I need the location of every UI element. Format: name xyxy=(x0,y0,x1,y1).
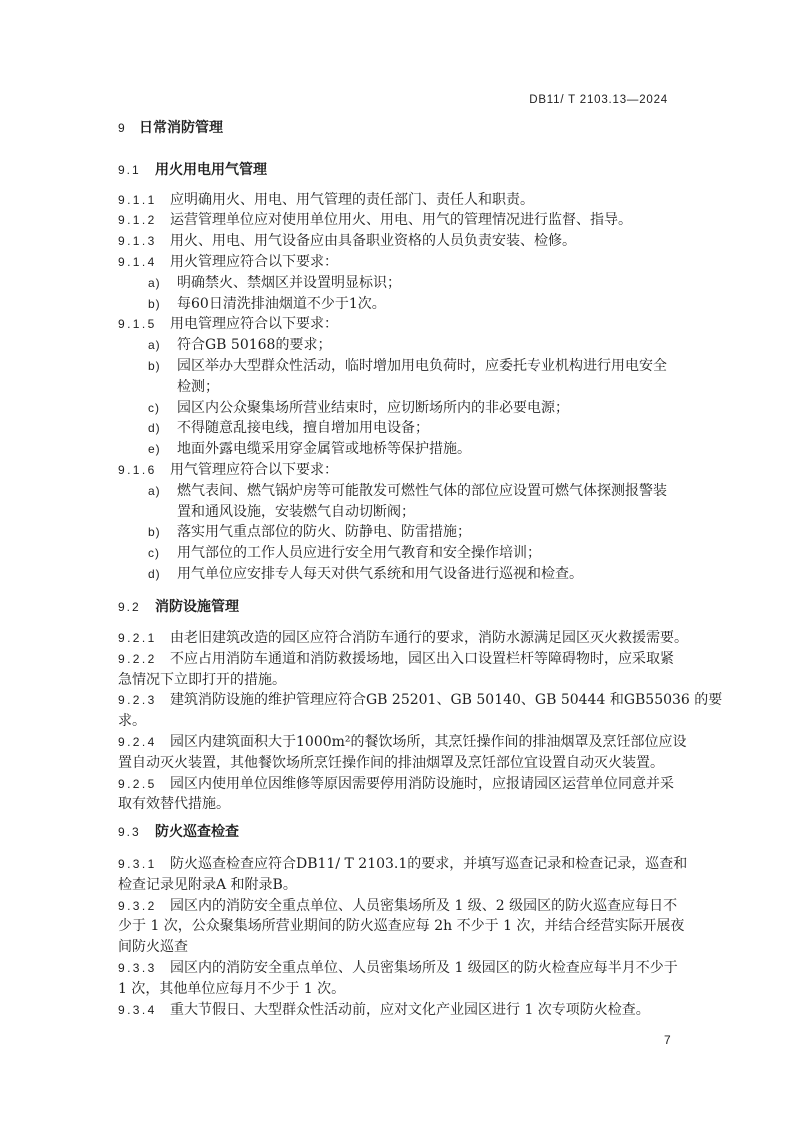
list-item-label: c) xyxy=(148,400,160,415)
chapter-heading xyxy=(118,118,718,138)
clause-text: 园区内使用单位因维修等原因需要停用消防设施时，应报请园区运营单位同意并采 取有效替代措施。 xyxy=(118,775,674,813)
clause-9-3-1 xyxy=(118,854,718,896)
section-title: 消防设施管理 xyxy=(155,599,239,615)
list-item-text: 明确禁火、禁烟区并设置明显标识； xyxy=(177,274,401,291)
list-item-text: 用气单位应安排专人每天对供气系统和用气设备进行巡视和检查。 xyxy=(177,565,583,582)
list-item xyxy=(118,439,718,460)
clause-9-1-3 xyxy=(118,231,718,252)
list-item xyxy=(118,418,718,439)
clause-9-1-6 xyxy=(118,460,718,481)
clause-9-1-2 xyxy=(118,210,718,231)
clause-text: 园区内的消防安全重点单位、人员密集场所及 1 级园区的防火检查应每半月不少于 1 次，其他单位应每月不少于 1 次。 xyxy=(118,959,678,997)
clause-9-1-5 xyxy=(118,314,718,335)
list-item-label: a) xyxy=(148,338,161,353)
clause-number: 9.2.1 xyxy=(118,631,157,645)
clause-number: 9.1.1 xyxy=(118,192,157,207)
clause-text: 防火巡查检查应符合DB11/ T 2103.1的要求，并填写巡查记录和检查记录，巡查和 检查记录见附录A 和附录B。 xyxy=(118,856,688,893)
list-item-label: b) xyxy=(148,358,161,373)
section-body-9-1 xyxy=(118,190,718,585)
clause-text: 用电管理应符合以下要求： xyxy=(170,316,338,333)
list-item-label: b) xyxy=(148,525,161,540)
list-item-text: 不得随意乱接电线，擅自增加用电设备； xyxy=(177,420,429,437)
section-body-9-2 xyxy=(118,628,723,815)
list-item-text: 园区举办大型群众性活动，临时增加用电负荷时，应委托专业机构进行用电安全 检测； xyxy=(177,357,667,395)
list-item-text: 落实用气重点部位的防火、防静电、防雷措施； xyxy=(177,524,471,541)
list-item-label: a) xyxy=(148,483,161,498)
section-heading-9-2 xyxy=(118,597,718,617)
list-item-text: 地面外露电缆采用穿金属管或地桥等保护措施。 xyxy=(177,441,471,458)
list-item xyxy=(118,481,718,523)
clause-number: 9.2.4 xyxy=(118,734,157,749)
section-number: 9.2 xyxy=(118,600,141,614)
list-item-text: 每60日清洗排油烟道不少于1次。 xyxy=(177,295,386,312)
clause-number: 9.3.2 xyxy=(118,898,157,913)
clause-9-2-2 xyxy=(118,649,718,691)
list-item xyxy=(118,335,718,356)
clause-number: 9.1.5 xyxy=(118,317,157,332)
list-item-label: b) xyxy=(148,296,161,311)
list-item xyxy=(118,294,718,315)
section-number: 9.1 xyxy=(118,163,141,177)
document-code-header: DB11/ T 2103.13—2024 xyxy=(529,94,668,106)
list-item xyxy=(118,398,718,419)
clause-text: 用火、用电、用气设备应由具备职业资格的人员负责安装、检修。 xyxy=(170,233,576,250)
list-item-label: c) xyxy=(148,546,160,561)
list-item xyxy=(118,543,718,564)
clause-9-2-4 xyxy=(118,732,718,774)
clause-text: 用气管理应符合以下要求： xyxy=(170,461,338,478)
list-item xyxy=(118,356,718,398)
list-item-label: a) xyxy=(148,275,161,290)
clause-9-2-1 xyxy=(118,628,718,649)
clause-number: 9.1.2 xyxy=(118,213,157,228)
clause-text: 建筑消防设施的维护管理应符合GB 25201、GB 50140、GB 50444 和GB55036 的要 求。 xyxy=(118,692,723,730)
list-item-label: e) xyxy=(148,442,161,457)
clause-text: 由老旧建筑改造的园区应符合消防车通行的要求，消防水源满足园区灭火救援需要。 xyxy=(170,630,688,646)
clause-number: 9.1.4 xyxy=(118,254,157,269)
section-title: 用火用电用气管理 xyxy=(155,162,267,178)
page-number: 7 xyxy=(664,1033,671,1047)
section-body-9-3 xyxy=(118,854,718,1020)
clause-number: 9.3.1 xyxy=(118,857,157,871)
list-item-text: 燃气表间、燃气锅炉房等可能散发可燃性气体的部位应设置可燃气体探测报警装 置和通风设施，安装燃气自动切断阀； xyxy=(177,482,667,520)
section-heading-9-1 xyxy=(118,160,718,180)
clause-number: 9.1.3 xyxy=(118,234,157,249)
clause-9-1-1 xyxy=(118,190,718,211)
clause-9-1-4 xyxy=(118,252,718,273)
clause-text: 应明确用火、用电、用气管理的责任部门、责任人和职责。 xyxy=(170,191,534,208)
clause-number: 9.2.2 xyxy=(118,651,157,666)
list-item-text: 园区内公众聚集场所营业结束时，应切断场所内的非必要电源； xyxy=(177,399,569,416)
clause-text: 用火管理应符合以下要求： xyxy=(170,253,338,270)
clause-text: 运营管理单位应对使用单位用火、用电、用气的管理情况进行监督、指导。 xyxy=(170,212,632,229)
clause-number: 9.3.4 xyxy=(118,1002,157,1017)
clause-9-3-4 xyxy=(118,1000,718,1021)
clause-text: 重大节假日、大型群众性活动前，应对文化产业园区进行 1 次专项防火检查。 xyxy=(170,1001,650,1018)
list-item-label: d) xyxy=(148,566,161,581)
clause-number: 9.3.3 xyxy=(118,960,157,975)
section-heading-9-3 xyxy=(118,822,718,842)
list-item-text: 用气部位的工作人员应进行安全用气教育和安全操作培训； xyxy=(177,545,541,562)
clause-9-3-2 xyxy=(118,896,718,958)
clause-text: 不应占用消防车通道和消防救援场地，园区出入口设置栏杆等障碍物时，应采取紧 急情况下立即打开的措施。 xyxy=(118,650,674,688)
clause-number: 9.1.6 xyxy=(118,462,157,477)
list-item xyxy=(118,522,718,543)
list-item-text: 符合GB 50168的要求； xyxy=(177,337,332,354)
clause-number: 9.2.3 xyxy=(118,693,157,708)
chapter-number: 9 xyxy=(118,121,127,135)
list-item xyxy=(118,273,718,294)
clause-9-2-5 xyxy=(118,774,718,816)
section-number: 9.3 xyxy=(118,825,141,839)
clause-9-2-3 xyxy=(118,690,723,732)
clause-9-3-3 xyxy=(118,958,718,1000)
list-item xyxy=(118,564,718,585)
clause-text: 园区内建筑面积大于1000m²的餐饮场所，其烹饪操作间的排油烟罩及烹饪部位应设 置自动灭火装置，其他餐饮场所烹饪操作间的排油烟罩及烹饪部位宜设置自动灭火装置。 xyxy=(118,733,687,771)
chapter-title: 日常消防管理 xyxy=(139,120,223,136)
clause-number: 9.2.5 xyxy=(118,776,157,791)
list-item-label: d) xyxy=(148,421,161,436)
section-title: 防火巡查检查 xyxy=(155,824,239,840)
clause-text: 园区内的消防安全重点单位、人员密集场所及 1 级、2 级园区的防火巡查应每日不 少于 1 次，公众聚集场所营业期间的防火巡查应每 2h 不少于 1 次，并结合经营实际开展夜 间防火巡查 xyxy=(118,897,685,956)
